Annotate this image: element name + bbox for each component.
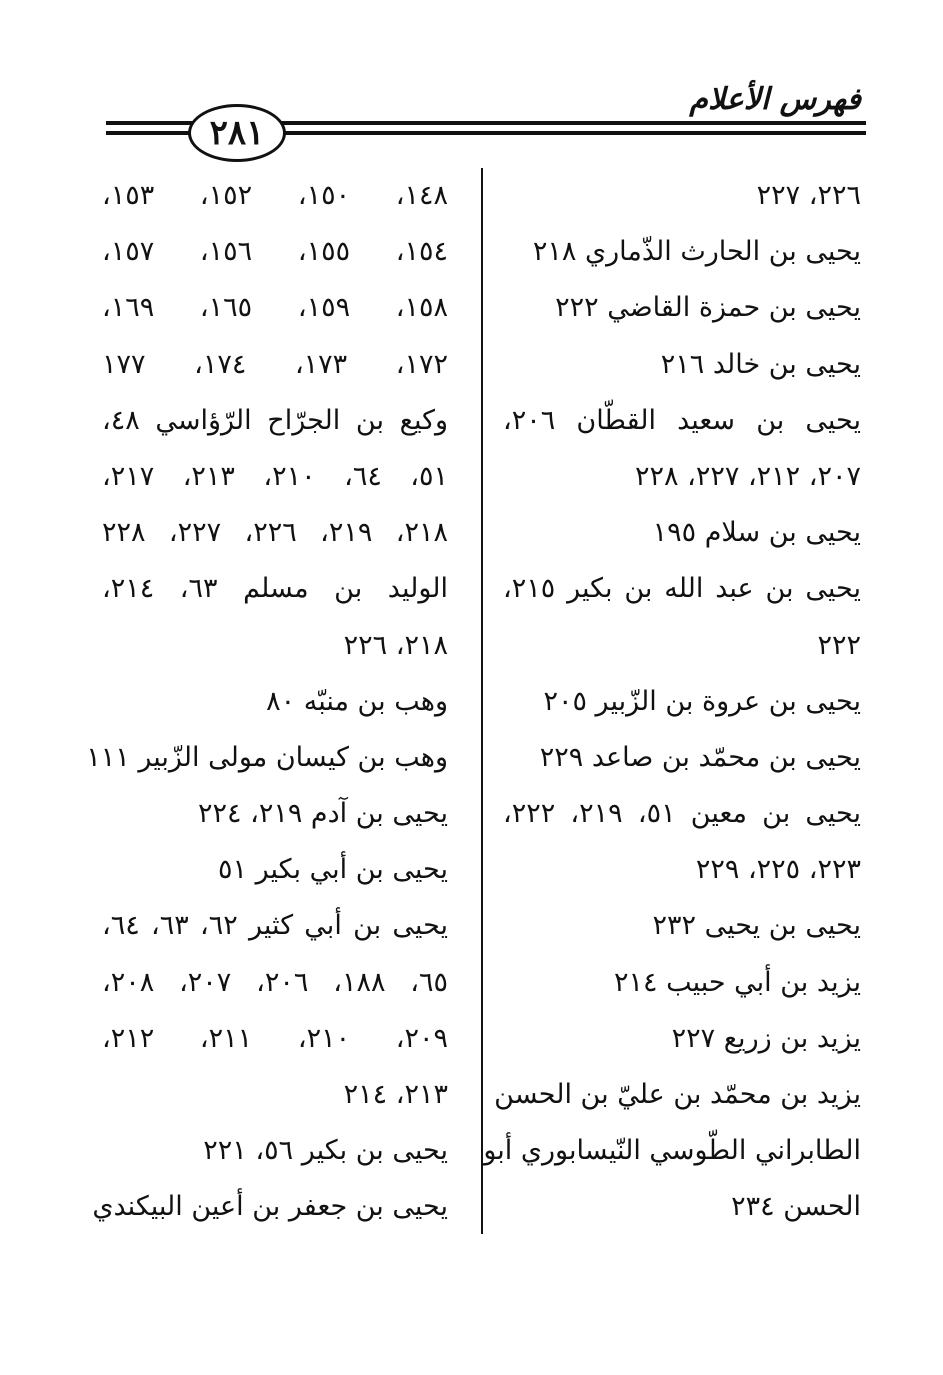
index-entry: وهب بن كيسان مولى الزّبير ١١١ xyxy=(86,741,448,773)
index-entry: ٢١٨، ٢٢٦ xyxy=(343,629,448,661)
index-entry: يحيى بن بكير ٥٦، ٢٢١ xyxy=(203,1135,448,1167)
page-number: ٢٨١ xyxy=(188,104,286,162)
index-entry: يحيى بن سعيد القطّان ٢٠٦، xyxy=(503,404,861,436)
index-entry: يحيى بن جعفر بن أعين البيكندي xyxy=(92,1191,448,1223)
left-column xyxy=(86,168,449,1236)
index-entry: الطابراني الطّوسي النّيسابوري أبو xyxy=(483,1135,861,1167)
column-divider xyxy=(481,168,483,1234)
index-entry: ٢١٣، ٢١٤ xyxy=(343,1079,448,1110)
index-entry: ١٥٨، ١٥٩، ١٦٥، ١٦٩، xyxy=(102,292,448,324)
index-entry: ٢٢٣، ٢٢٥، ٢٢٩ xyxy=(695,854,861,886)
index-entry: يحيى بن معين ٥١، ٢١٩، ٢٢٢، xyxy=(503,798,861,830)
index-entry: يحيى بن حمزة القاضي ٢٢٢ xyxy=(555,292,861,324)
index-entry: ٢٢٢ xyxy=(817,629,861,661)
index-entry: وكيع بن الجرّاح الرّؤاسي ٤٨، xyxy=(102,404,448,436)
header-title: فهرس الأعلام xyxy=(689,82,861,117)
index-entry: يحيى بن أبي كثير ٦٢، ٦٣، ٦٤، xyxy=(102,910,449,942)
index-entry: ٢٠٩، ٢١٠، ٢١١، ٢١٢، xyxy=(102,1022,448,1054)
index-entry: يحيى بن محمّد بن صاعد ٢٢٩ xyxy=(539,741,861,773)
right-column xyxy=(483,168,861,1236)
index-entry: ١٤٨، ١٥٠، ١٥٢، ١٥٣، xyxy=(102,180,448,211)
index-entry: يزيد بن أبي حبيب ٢١٤ xyxy=(613,966,861,998)
index-entry: يحيى بن سلام ١٩٥ xyxy=(652,517,861,549)
index-entry: يحيى بن عروة بن الزّبير ٢٠٥ xyxy=(543,685,861,717)
index-entry: ٥١، ٦٤، ٢١٠، ٢١٣، ٢١٧، xyxy=(102,460,449,492)
index-entry: ٦٥، ١٨٨، ٢٠٦، ٢٠٧، ٢٠٨، xyxy=(102,966,449,998)
index-entry: يزيد بن محمّد بن عليّ بن الحسن xyxy=(494,1079,861,1110)
index-entry: يحيى بن أبي بكير ٥١ xyxy=(218,854,448,886)
index-entry: يزيد بن زريع ٢٢٧ xyxy=(671,1022,861,1054)
index-entry: يحيى بن خالد ٢١٦ xyxy=(660,348,861,380)
index-entry: الوليد بن مسلم ٦٣، ٢١٤، xyxy=(102,573,449,605)
index-entry: يحيى بن يحيى ٢٣٢ xyxy=(652,910,861,942)
index-entry: الحسن ٢٣٤ xyxy=(731,1191,861,1223)
index-entry: ٢٠٧، ٢١٢، ٢٢٧، ٢٢٨ xyxy=(635,460,861,492)
index-entry: ٢٢٦، ٢٢٧ xyxy=(756,180,861,211)
index-entry: وهب بن منبّه ٨٠ xyxy=(266,685,448,717)
index-entry: يحيى بن الحارث الذّماري ٢١٨ xyxy=(532,236,861,268)
index-entry: ٢١٨، ٢١٩، ٢٢٦، ٢٢٧، ٢٢٨ xyxy=(102,517,449,549)
index-entry: ١٥٤، ١٥٥، ١٥٦، ١٥٧، xyxy=(102,236,448,268)
index-entry: يحيى بن عبد الله بن بكير ٢١٥، xyxy=(503,573,861,605)
index-entry: ١٧٢، ١٧٣، ١٧٤، ١٧٧ xyxy=(102,348,448,380)
index-entry: يحيى بن آدم ٢١٩، ٢٢٤ xyxy=(198,798,448,830)
